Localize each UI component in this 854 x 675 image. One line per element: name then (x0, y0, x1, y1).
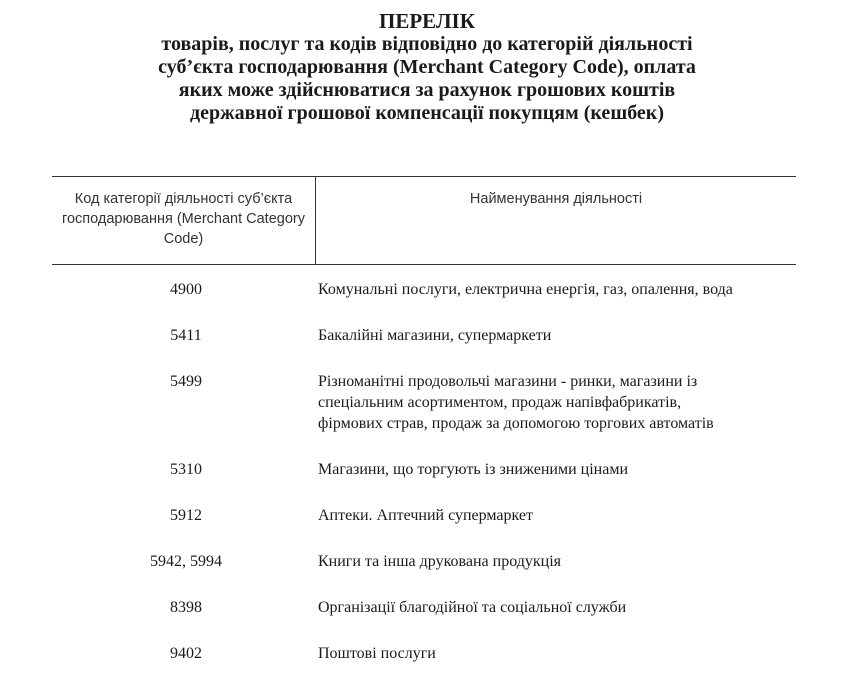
activity-name: Книги та інша друкована продукція (318, 553, 562, 570)
activity-name: Комунальні послуги, електрична енергія, газ, опалення, вода (318, 281, 733, 298)
mcc-code: 9402 (170, 645, 202, 662)
mcc-code: 8398 (170, 599, 202, 616)
activity-name: Поштові послуги (318, 645, 436, 662)
mcc-table (52, 176, 796, 664)
table-header (52, 176, 796, 265)
document-subtitle-line: суб’єкта господарювання (Merchant Category Code), оплата (158, 56, 696, 78)
document-title: ПЕРЕЛІК (379, 9, 475, 33)
table-row (52, 551, 796, 572)
table-row (52, 643, 796, 664)
table-row (52, 279, 796, 300)
activity-name: Організації благодійної та соціальної служби (318, 599, 627, 616)
column-header-code: Код категорії діяльності суб’єкта господарювання (Merchant Category Code) (52, 177, 316, 264)
document-subtitle-line: товарів, послуг та кодів відповідно до категорій діяльності (161, 33, 693, 55)
activity-name: Різноманітні продовольчі магазини - ринки, магазини із спеціальним асортиментом, продаж напівфабрикатів, фірмових страв, продаж за допомогою торгових автоматів (318, 373, 714, 432)
table-row (52, 597, 796, 618)
mcc-code: 5499 (170, 373, 202, 390)
table-row (52, 505, 796, 526)
table-row (52, 325, 796, 346)
column-header-name: Найменування діяльності (469, 191, 643, 207)
document-subtitle-line: яких може здійснюватися за рахунок грошових коштів (178, 79, 676, 101)
activity-name: Бакалійні магазини, супермаркети (318, 327, 552, 344)
activity-name: Магазини, що торгують із зниженими цінами (318, 461, 629, 478)
mcc-code: 5310 (170, 461, 202, 478)
table-row (52, 371, 796, 434)
activity-name: Аптеки. Аптечний супермаркет (318, 507, 533, 524)
table-row (52, 459, 796, 480)
document-subtitle-line: державної грошової компенсації покупцям (кешбек) (190, 102, 664, 124)
mcc-code: 4900 (170, 281, 202, 298)
mcc-code: 5942, 5994 (150, 553, 222, 570)
document-header (0, 9, 854, 125)
mcc-code: 5411 (170, 327, 202, 344)
mcc-code: 5912 (170, 507, 202, 524)
